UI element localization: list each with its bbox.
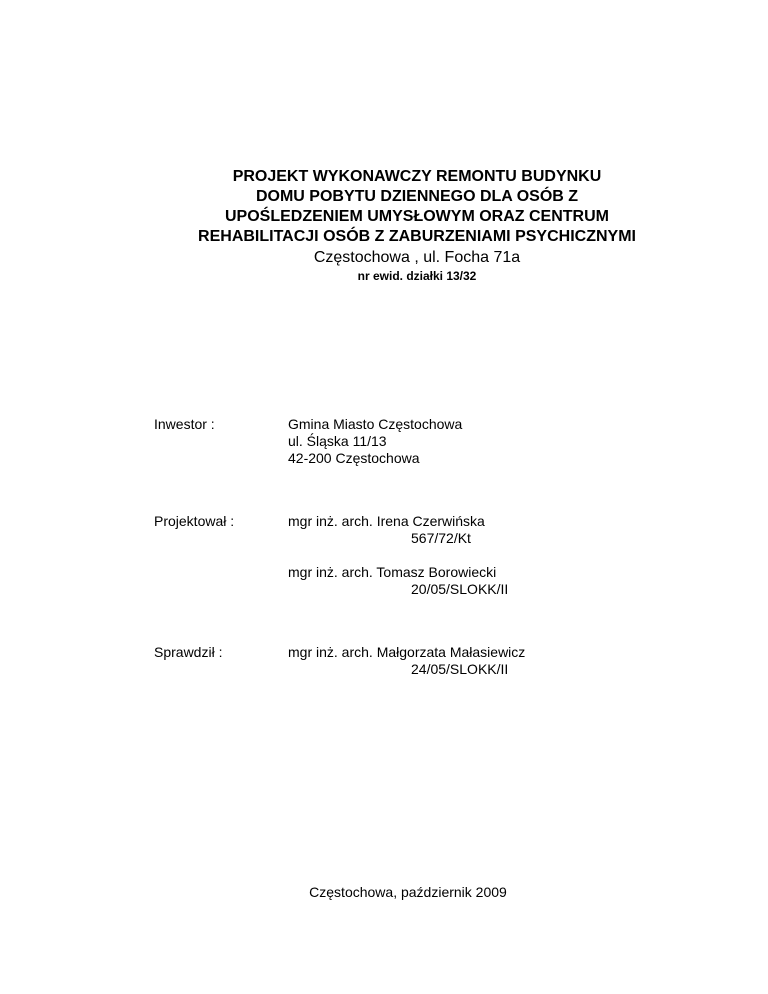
- parcel-number: nr ewid. działki 13/32: [357, 269, 477, 283]
- designer-1-name: mgr inż. arch. Irena Czerwińska: [288, 513, 485, 529]
- designer-2-license: 20/05/SLOKK/II: [411, 581, 509, 597]
- investor-name: Gmina Miasto Częstochowa: [288, 416, 463, 432]
- checked-label: Sprawdził :: [154, 644, 223, 660]
- designed-label: Projektował :: [154, 513, 235, 529]
- investor-street: ul. Śląska 11/13: [288, 433, 387, 449]
- designed-details-2: [288, 564, 508, 598]
- investor-details: [288, 416, 462, 467]
- designer-1-license: 567/72/Kt: [411, 530, 471, 546]
- place-and-date: Częstochowa, październik 2009: [309, 884, 507, 900]
- investor-label: Inwestor :: [154, 416, 215, 432]
- designed-details: [288, 513, 485, 547]
- title-line-2: DOMU POBYTU DZIENNEGO DLA OSÓB Z: [255, 188, 579, 205]
- checker-license: 24/05/SLOKK/II: [411, 661, 509, 677]
- project-address: Częstochowa , ul. Focha 71a: [313, 249, 521, 266]
- title-line-4: REHABILITACJI OSÓB Z ZABURZENIAMI PSYCHICZNYMI: [198, 228, 636, 245]
- designer-2-name: mgr inż. arch. Tomasz Borowiecki: [288, 564, 497, 580]
- title-line-3: UPOŚLEDZENIEM UMYSŁOWYM ORAZ CENTRUM: [225, 208, 609, 225]
- checker-name: mgr inż. arch. Małgorzata Małasiewicz: [288, 644, 526, 660]
- investor-city: 42-200 Częstochowa: [288, 450, 420, 466]
- title-block: [0, 167, 768, 284]
- title-line-1: PROJEKT WYKONAWCZY REMONTU BUDYNKU: [232, 168, 602, 185]
- checked-details: [288, 644, 525, 678]
